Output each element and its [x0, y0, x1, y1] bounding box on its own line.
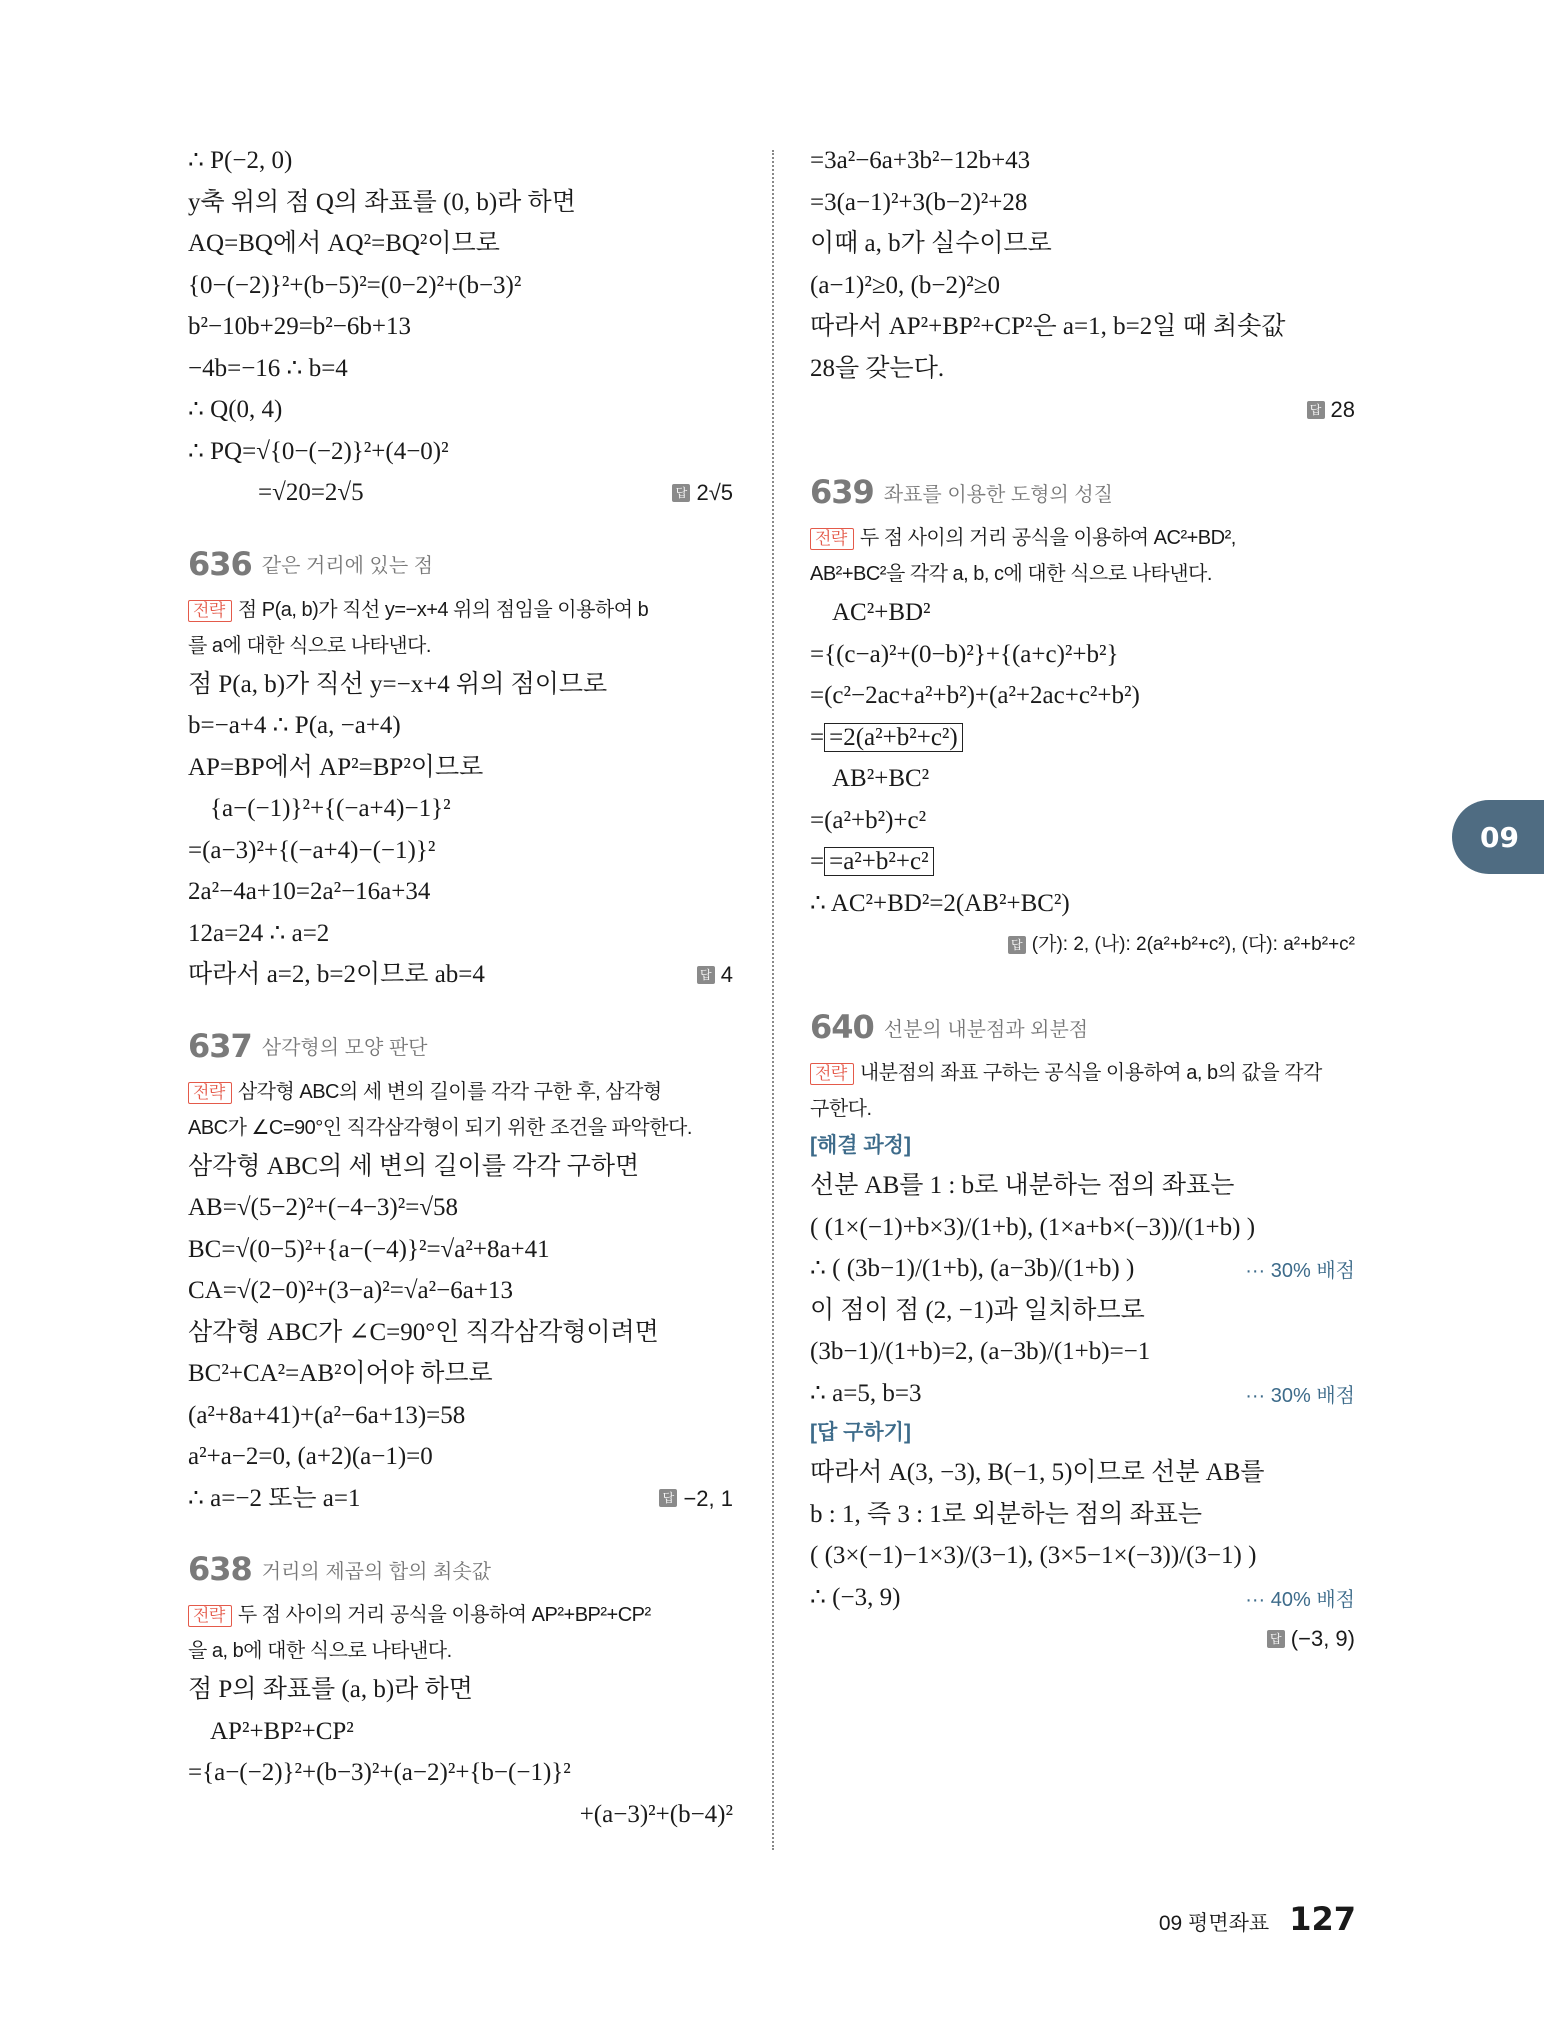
score-label: ··· 40% 배점 [1245, 1588, 1355, 1611]
strategy-tag: 전략 [188, 1082, 232, 1104]
page-number: 127 [1289, 1900, 1356, 1938]
page-footer [1159, 1900, 1356, 1938]
answer: 답 (−3, 9) [810, 1618, 1355, 1659]
answer: 답 28 [810, 389, 1355, 430]
text-line: AP=BP에서 AP²=BP²이므로 [188, 753, 484, 781]
text-line: AP²+BP²+CP² [210, 1717, 354, 1745]
problem-header-636 [188, 542, 733, 586]
score-label: ··· 30% 배점 [1245, 1384, 1355, 1407]
text-line: ={a−(−2)}²+(b−3)²+(a−2)²+{b−(−1)}² [188, 1759, 571, 1786]
problem-title: 선분의 내분점과 외분점 [883, 1018, 1089, 1041]
strategy-line: 전략 내분점의 좌표 구하는 공식을 이용하여 a, b의 값을 각각 [810, 1055, 1355, 1091]
footer-chapter: 09 평면좌표 [1158, 1912, 1270, 1935]
boxed-blank: =a²+b²+c² [824, 847, 933, 876]
text-line: 이 점이 점 (2, −1)과 일치하므로 [810, 1296, 1145, 1324]
chapter-tab: 09 [1452, 800, 1544, 874]
problem-number: 638 [188, 1550, 252, 1588]
problem-number: 636 [188, 544, 252, 583]
problem-title: 같은 거리에 있는 점 [261, 555, 434, 577]
answer-icon: 답 [697, 966, 715, 984]
text-line: =(c²−2ac+a²+b²)+(a²+2ac+c²+b²) [810, 682, 1140, 709]
text-line: ∴ a=5, b=3 [810, 1379, 922, 1407]
text-line: 따라서 A(3, −3), B(−1, 5)이므로 선분 AB를 [810, 1459, 1265, 1486]
column-divider [772, 150, 774, 1850]
text-line: ∴ PQ=√{0−(−2)}²+(4−0)² [188, 437, 449, 465]
left-column [188, 140, 733, 1835]
text-line: AB²+BC² [832, 765, 930, 792]
text-line: 따라서 AP²+BP²+CP²은 a=1, b=2일 때 최솟값 [810, 313, 1286, 340]
text-line: AQ=BQ에서 AQ²=BQ²이므로 [188, 230, 500, 257]
problem-header-637 [188, 1024, 733, 1068]
strategy-line: 을 a, b에 대한 식으로 나타낸다. [188, 1640, 452, 1662]
answer-icon: 답 [1267, 1630, 1285, 1648]
text-line: ∴ Q(0, 4) [188, 396, 283, 423]
text-line: ( (1×(−1)+b×3)/(1+b), (1×a+b×(−3))/(1+b) ) [810, 1213, 1256, 1241]
text-line: BC=√(0−5)²+{a−(−4)}²=√a²+8a+41 [188, 1235, 550, 1263]
answer-icon: 답 [672, 484, 690, 502]
text-line: ∴ (−3, 9) [810, 1583, 901, 1611]
strategy-tag: 전략 [810, 1063, 854, 1085]
text-line: ∴ a=−2 또는 a=1 [188, 1484, 361, 1512]
text-line: a²+a−2=0, (a+2)(a−1)=0 [188, 1443, 433, 1470]
text-line: +(a−3)²+(b−4)² [579, 1800, 733, 1828]
strategy-line: 전략 두 점 사이의 거리 공식을 이용하여 AC²+BD², [810, 520, 1355, 556]
text-line: =(a−3)²+{(−a+4)−(−1)}² [188, 836, 436, 864]
step-heading: [답 구하기] [810, 1421, 911, 1444]
text-line: 삼각형 ABC의 세 변의 길이를 각각 구하면 [188, 1152, 640, 1180]
text-line: BC²+CA²=AB²이어야 하므로 [188, 1360, 493, 1387]
strategy-line: AB²+BC²을 각각 a, b, c에 대한 식으로 나타낸다. [810, 563, 1212, 585]
problem-title: 삼각형의 모양 판단 [261, 1037, 428, 1059]
problem-number: 639 [810, 473, 874, 511]
problem-title: 좌표를 이용한 도형의 성질 [883, 483, 1113, 506]
step-heading: [해결 과정] [810, 1134, 911, 1157]
text-line: 28을 갖는다. [810, 354, 945, 382]
text-line: b : 1, 즉 3 : 1로 외분하는 점의 좌표는 [810, 1500, 1203, 1528]
text-line: = =2(a²+b²+c²) [810, 717, 1355, 759]
text-line: 2a²−4a+10=2a²−16a+34 [188, 878, 431, 905]
strategy-tag: 전략 [188, 600, 232, 622]
boxed-blank: =2(a²+b²+c²) [824, 723, 963, 752]
answer: 답 4 [697, 954, 733, 995]
answer: 답 (가): 2, (나): 2(a²+b²+c²), (다): a²+b²+c² [810, 924, 1355, 965]
answer-icon: 답 [659, 1489, 677, 1507]
text-line: −4b=−16 ∴ b=4 [188, 354, 348, 382]
text-line: {0−(−2)}²+(b−5)²=(0−2)²+(b−3)² [188, 271, 522, 299]
text-line: ={(c−a)²+(0−b)²}+{(a+c)²+b²} [810, 640, 1119, 668]
text-line: ∴ ( (3b−1)/(1+b), (a−3b)/(1+b) ) [810, 1255, 1135, 1282]
answer-icon: 답 [1307, 401, 1325, 419]
text-line: =3a²−6a+3b²−12b+43 [810, 147, 1031, 174]
text-line: 삼각형 ABC가 ∠C=90°인 직각삼각형이려면 [188, 1318, 659, 1346]
text-line: b=−a+4 ∴ P(a, −a+4) [188, 712, 401, 739]
text-line: =√20=2√5 [258, 479, 364, 506]
problem-number: 637 [188, 1026, 252, 1065]
text-line: AC²+BD² [832, 599, 931, 626]
text-line: (3b−1)/(1+b)=2, (a−3b)/(1+b)=−1 [810, 1338, 1151, 1365]
strategy-line: 전략 삼각형 ABC의 세 변의 길이를 각각 구한 후, 삼각형 [188, 1074, 733, 1110]
text-line: AB=√(5−2)²+(−4−3)²=√58 [188, 1194, 459, 1221]
text-line: 이때 a, b가 실수이므로 [810, 230, 1052, 257]
strategy-line: 전략 두 점 사이의 거리 공식을 이용하여 AP²+BP²+CP² [188, 1597, 733, 1633]
text-line: 점 P(a, b)가 직선 y=−x+4 위의 점이므로 [188, 670, 608, 698]
strategy-line: 구한다. [810, 1098, 872, 1120]
right-column [810, 140, 1355, 1659]
problem-header-639 [810, 470, 1355, 514]
text-line: = =a²+b²+c² [810, 841, 1355, 883]
text-line: ∴ P(−2, 0) [188, 147, 293, 174]
answer-icon: 답 [1008, 936, 1026, 954]
text-line: y축 위의 점 Q의 좌표를 (0, b)라 하면 [188, 188, 576, 216]
problem-header-640 [810, 1005, 1355, 1049]
answer: 답 2√5 [672, 472, 733, 513]
strategy-tag: 전략 [188, 1605, 232, 1627]
strategy-line: 전략 점 P(a, b)가 직선 y=−x+4 위의 점임을 이용하여 b [188, 592, 733, 628]
answer: 답 −2, 1 [659, 1478, 733, 1519]
score-label: ··· 30% 배점 [1245, 1260, 1355, 1283]
text-line: (a−1)²≥0, (b−2)²≥0 [810, 271, 1001, 299]
text-line: ( (3×(−1)−1×3)/(3−1), (3×5−1×(−3))/(3−1) ) [810, 1542, 1257, 1569]
text-line: (a²+8a+41)+(a²−6a+13)=58 [188, 1401, 466, 1429]
text-line: =(a²+b²)+c² [810, 806, 927, 834]
text-line: 점 P의 좌표를 (a, b)라 하면 [188, 1676, 473, 1703]
text-line: =3(a−1)²+3(b−2)²+28 [810, 188, 1028, 216]
strategy-line: 를 a에 대한 식으로 나타낸다. [188, 634, 431, 657]
strategy-tag: 전략 [810, 528, 854, 550]
text-line: ∴ AC²+BD²=2(AB²+BC²) [810, 889, 1070, 917]
text-line: {a−(−1)}²+{(−a+4)−1}² [210, 795, 451, 822]
text-line: 선분 AB를 1 : b로 내분하는 점의 좌표는 [810, 1172, 1235, 1199]
text-line: b²−10b+29=b²−6b+13 [188, 313, 411, 340]
strategy-line: ABC가 ∠C=90°인 직각삼각형이 되기 위한 조건을 파악한다. [188, 1116, 692, 1139]
text-line: CA=√(2−0)²+(3−a)²=√a²−6a+13 [188, 1277, 513, 1304]
text-line: 12a=24 ∴ a=2 [188, 919, 330, 947]
problem-header-638 [188, 1547, 733, 1591]
problem-title: 거리의 제곱의 합의 최솟값 [261, 1560, 491, 1583]
problem-number: 640 [810, 1008, 874, 1046]
text-line: 따라서 a=2, b=2이므로 ab=4 [188, 961, 485, 988]
